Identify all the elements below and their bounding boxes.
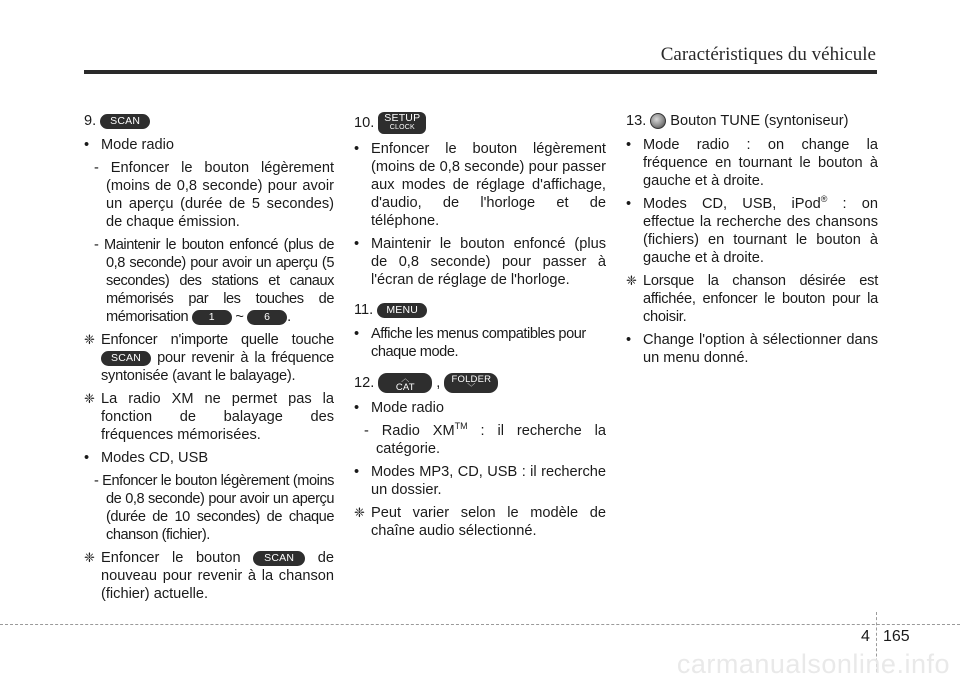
tune-knob-icon bbox=[650, 113, 666, 129]
menu-button-icon: MENU bbox=[377, 303, 427, 318]
page-header-title: Caractéristiques du véhicule bbox=[660, 44, 876, 65]
setup-clock-button-icon: SETUP CLOCK bbox=[378, 112, 426, 134]
column-2 bbox=[354, 112, 606, 545]
bullet-item: • Maintenir le bouton enfoncé (plus de 0,8 seconde) pour passer à l'écran de réglage de l'horloge. bbox=[354, 236, 606, 288]
column-1 bbox=[84, 112, 334, 608]
item-10-heading bbox=[354, 112, 606, 134]
footer-rule bbox=[0, 624, 960, 625]
dash-item: - Maintenir le bouton enfoncé (plus de 0,8 seconde) pour avoir un aperçu (5 secondes) des stations et canaux mémorisés par les touches de mémorisation 1 ~ 6 . bbox=[94, 237, 334, 325]
page-number: 165 bbox=[883, 628, 910, 645]
header-rule bbox=[84, 70, 877, 74]
scan-button-icon: SCAN bbox=[253, 551, 305, 566]
item-11-heading bbox=[354, 301, 606, 319]
dash-item: - Enfoncer le bouton légèrement (moins de 0,8 seconde) pour avoir un aperçu (durée de 10 secondes) de chaque chanson (fichier). bbox=[94, 473, 334, 543]
item-number: 12. bbox=[354, 375, 375, 391]
item-13-heading: 13. Bouton TUNE (syntoniseur) bbox=[626, 113, 849, 129]
bullet-item: • Mode radio bbox=[84, 137, 175, 153]
item-number: 10. bbox=[354, 115, 375, 131]
bullet-item: • Modes CD, USB bbox=[84, 450, 209, 466]
watermark: carmanualsonline.info bbox=[676, 649, 950, 679]
dash-item: - Enfoncer le bouton légèrement (moins de 0,8 seconde) pour avoir un aperçu (durée de 5 secondes) de chaque émission. bbox=[94, 160, 334, 230]
note-item: ❈ Enfoncer n'importe quelle touche SCAN pour revenir à la fréquence syntonisée (avant le balayage). bbox=[84, 332, 334, 384]
bullet-item: • Enfoncer le bouton légèrement (moins de 0,8 seconde) pour passer aux modes de réglage d'affichage, d'audio, de l'horloge et de téléphone. bbox=[354, 141, 606, 229]
note-item: ❈ Peut varier selon le modèle de chaîne audio sélectionné. bbox=[354, 505, 606, 539]
note-item: ❈ Enfoncer le bouton SCAN de nouveau pour revenir à la chanson (fichier) actuelle. bbox=[84, 550, 334, 602]
column-3 bbox=[626, 112, 878, 372]
folder-button-icon: FOLDER ﹀ bbox=[444, 373, 498, 393]
item-number: 11. bbox=[354, 302, 374, 318]
scan-button-icon: SCAN bbox=[100, 114, 150, 129]
bullet-item: • Affiche les menus compatibles pour chaque mode. bbox=[354, 326, 586, 360]
item-12-heading: 12. ︿ CAT , FOLDER ﹀ bbox=[354, 373, 606, 393]
bullet-item: • Modes MP3, CD, USB : il recherche un dossier. bbox=[354, 464, 606, 498]
preset-1-button-icon: 1 bbox=[192, 310, 232, 325]
bullet-item: • Mode radio bbox=[354, 400, 445, 416]
scan-button-icon: SCAN bbox=[101, 351, 151, 366]
dash-item: - Radio XM™ : il recherche la catégorie. bbox=[364, 421, 606, 457]
cat-button-icon: ︿ CAT bbox=[378, 373, 432, 393]
bullet-item: • Mode radio : on change la fréquence en tournant le bouton à gauche et à droite. bbox=[626, 137, 878, 189]
chapter-number: 4 bbox=[861, 628, 870, 645]
item-number: 13. bbox=[626, 113, 647, 129]
note-item: ❈ Lorsque la chanson désirée est affichée, enfoncer le bouton pour la choisir. bbox=[626, 273, 878, 325]
bullet-item: • Change l'option à sélectionner dans un menu donné. bbox=[626, 332, 878, 366]
preset-6-button-icon: 6 bbox=[247, 310, 287, 325]
item-9-heading bbox=[84, 112, 334, 130]
note-item: ❈ La radio XM ne permet pas la fonction de balayage des fréquences mémorisées. bbox=[84, 391, 334, 443]
bullet-item: • Modes CD, USB, iPod® : on effectue la recherche des chansons (fichiers) en tournant le bouton à gauche et à droite. bbox=[626, 194, 878, 266]
item-number: 9. bbox=[84, 113, 97, 129]
